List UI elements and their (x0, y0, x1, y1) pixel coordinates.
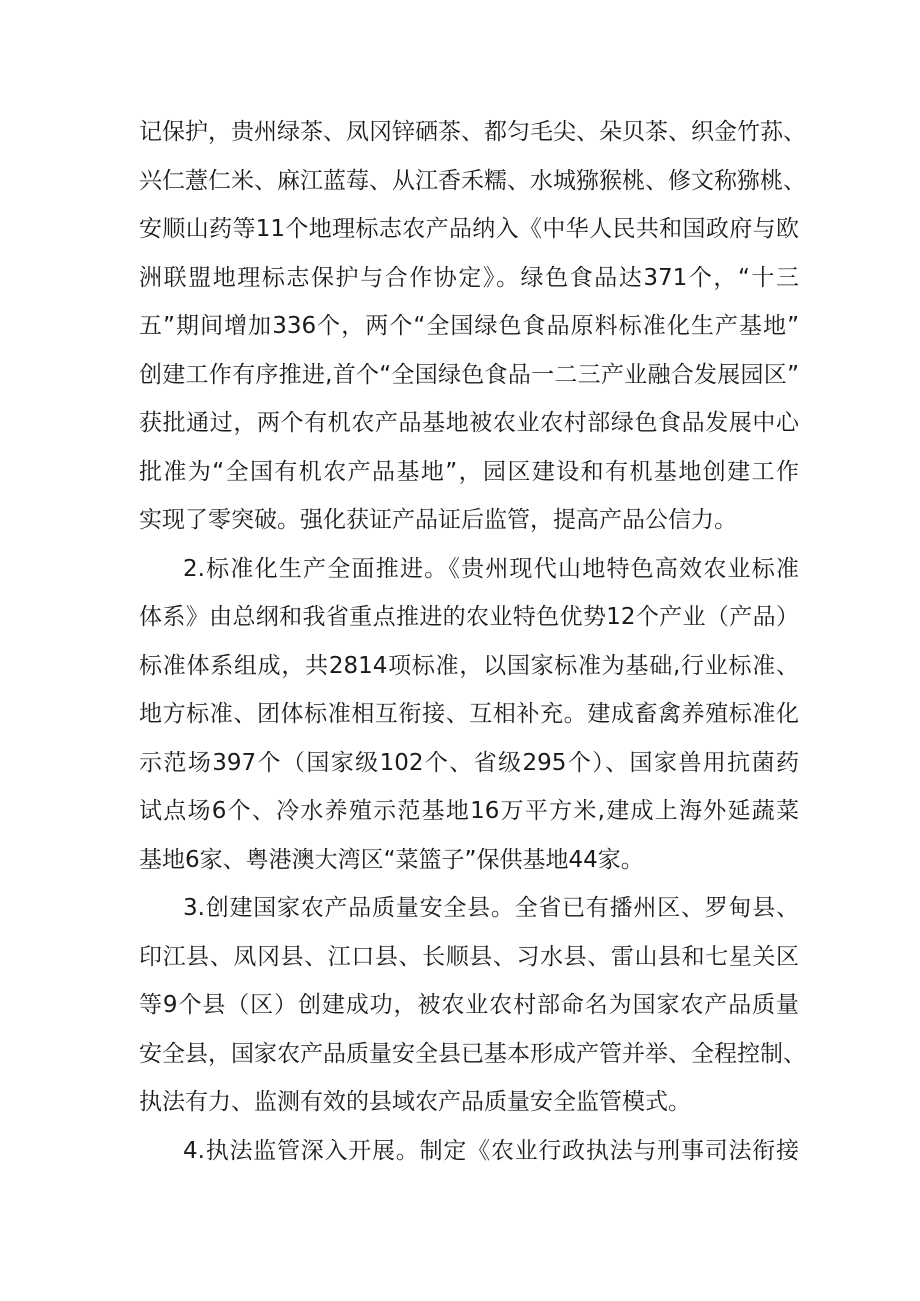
paragraph-heading: 4.执法监管深入开展。制定《农业行政执法与刑事司法衔接 (183, 1138, 799, 1164)
text-line: 安全县，国家农产品质量安全县已基本形成产管并举、全程控制、 (139, 1041, 806, 1067)
text-line: 试点场6个、冷水养殖示范基地16万平方米,建成上海外延蔬菜 (139, 798, 799, 824)
text-line: 获批通过，两个有机农产品基地被农业农村部绿色食品发展中心 (139, 410, 799, 436)
text-line: 洲联盟地理标志保护与合作协定》。绿色食品达371个，“十三 (139, 265, 799, 291)
text-line: 创建工作有序推进,首个“全国绿色食品一二三产业融合发展园区” (139, 362, 799, 388)
text-line: 地方标准、团体标准相互衔接、互相补充。建成畜禽养殖标准化 (139, 701, 799, 727)
paragraph-heading: 2.标准化生产全面推进。《贵州现代山地特色高效农业标准 (183, 556, 799, 582)
text-line: 等9个县（区）创建成功，被农业农村部命名为国家农产品质量 (139, 992, 799, 1018)
text-line: 安顺山药等11个地理标志农产品纳入《中华人民共和国政府与欧 (139, 216, 799, 242)
text-line: 印江县、凤冈县、江口县、长顺县、习水县、雷山县和七星关区 (139, 944, 799, 970)
text-line: 实现了零突破。强化获证产品证后监管，提高产品公信力。 (139, 507, 737, 533)
text-line: 标准体系组成，共2814项标准，以国家标准为基础,行业标准、 (139, 653, 799, 679)
text-line: 记保护，贵州绿茶、凤冈锌硒茶、都匀毛尖、朵贝茶、织金竹荪、 (139, 119, 806, 145)
text-line: 执法有力、监测有效的县域农产品质量安全监管模式。 (139, 1089, 691, 1115)
text-line: 批准为“全国有机农产品基地”，园区建设和有机基地创建工作 (139, 459, 799, 485)
text-line: 示范场397个（国家级102个、省级295个）、国家兽用抗菌药 (139, 750, 799, 776)
text-line: 基地6家、粤港澳大湾区“菜篮子”保供基地44家。 (139, 847, 644, 873)
text-line: 五”期间增加336个，两个“全国绿色食品原料标准化生产基地” (139, 313, 799, 339)
paragraph-heading: 3.创建国家农产品质量安全县。全省已有播州区、罗甸县、 (183, 895, 799, 921)
text-line: 兴仁薏仁米、麻江蓝莓、从江香禾糯、水城猕猴桃、修文称猕桃、 (139, 168, 806, 194)
text-line: 体系》由总纲和我省重点推进的农业特色优势12个产业（产品） (139, 604, 799, 630)
